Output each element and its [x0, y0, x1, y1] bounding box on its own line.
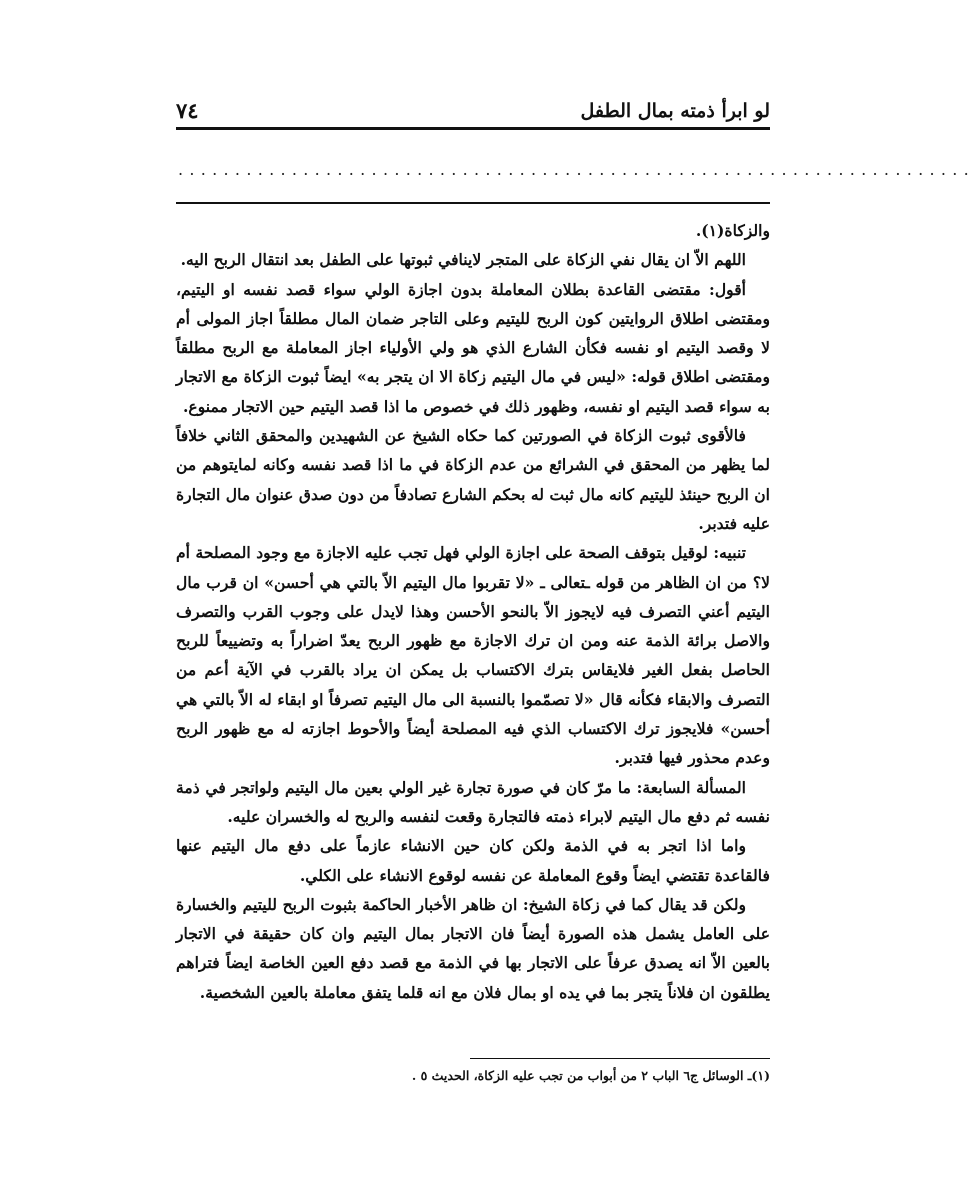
running-title: لو ابرأ ذمته بمال الطفل — [580, 100, 770, 122]
page-number: ٧٤ — [176, 98, 199, 123]
paragraph: واما اذا اتجر به في الذمة ولكن كان حين الانشاء عازماً على دفع مال اليتيم عنها فالقاعدة تقتضي ايضاً وقوع المعاملة عن نفسه لوقوع الانشاء على الكلي. — [176, 836, 770, 885]
dotted-separator: ...................................................................... — [178, 160, 975, 179]
paragraph: والزكاة(١). — [695, 221, 770, 240]
paragraph: أقول: مقتضى القاعدة بطلان المعاملة بدون اجازة الولي سواء قصد نفسه او اليتيم، ومقتضى اطلاق الروايتين كون الربح لليتيم وعلى التاجر ضمان المال مطلقاً اجاز المولى أم لا وقصد اليتيم او نفسه فكأن الشارع الذي هو ولي الأولياء اجاز المعاملة مع الربح مطلقاً ومقتضى اطلاق قوله: «ليس في مال اليتيم زكاة الا ان يتجر به» ايضاً ثبوت الزكاة مع الاتجار به سواء قصد اليتيم او نفسه، وظهور ذلك في خصوص ما اذا قصد اليتيم حين الاتجار ممنوع. — [176, 279, 770, 416]
page-header — [176, 96, 770, 130]
body-text — [176, 216, 770, 1007]
separator-rule — [176, 202, 770, 204]
footnote-rule — [470, 1058, 770, 1059]
paragraph: اللهم الاّ ان يقال نفي الزكاة على المتجر لاينافي ثبوتها على الطفل بعد انتقال الربح اليه. — [180, 250, 746, 270]
footnote: (١)ـ الوسائل ج٦ الباب ٢ من أبواب من تجب عليه الزكاة، الحديث ٥ . — [411, 1068, 770, 1083]
header-rule — [176, 127, 770, 130]
paragraph: ولكن قد يقال كما في زكاة الشيخ: ان ظاهر الأخبار الحاكمة بثبوت الربح لليتيم والخسارة على العامل يشمل هذه الصورة أيضاً فان الاتجار بمال اليتيم وان كان حقيقة في الاتجار بالعين الاّ انه يصدق عرفاً على الاتجار بها في الذمة مع قصد دفع العين الخاصة ايضاً فتراهم يطلقون ان فلاناً يتجر بما في يده او بمال فلان مع انه قلما يتفق معاملة بالعين الشخصية. — [176, 894, 770, 1002]
paragraph: المسألة السابعة: ما مرّ كان في صورة تجارة غير الولي بعين مال اليتيم ولواتجر في ذمة نفسه ثم دفع مال اليتيم لابراء ذمته فالتجارة وقعت لنفسه والربح له والخسران عليه. — [176, 777, 770, 826]
paragraph: تنبيه: لوقيل بتوقف الصحة على اجازة الولي فهل تجب عليه الاجازة مع وجود المصلحة أم لا؟ من ان الظاهر من قوله ـتعالى ـ «لا تقربوا مال اليتيم الاّ بالتي هي أحسن» ان قرب مال اليتيم أعني التصرف فيه لايجوز الاّ بالنحو الأحسن وهذا لايدل على وجوب القرب والتصرف والاصل برائة الذمة عنه ومن ان ترك الاجازة مع ظهور الربح يعدّ اضراراً به وتضييعاً للربح الحاصل بفعل الغير فلايقاس بترك الاكتساب بل يمكن ان يراد بالقرب في الآية أعم من التصرف والابقاء فكأنه قال «لا تصمّموا بالنسبة الى مال اليتيم تصرفاً او ابقاء له الاّ بالتي هي أحسن» فلايجوز ترك الاكتساب الذي فيه المصلحة أيضاً والأحوط اجازته له مع ظهور الربح وعدم محذور فيها فتدبر. — [176, 543, 770, 768]
paragraph: فالأقوى ثبوت الزكاة في الصورتين كما حكاه الشيخ عن الشهيدين والمحقق الثاني خلافاً لما يظهر من المحقق في الشرائع من عدم الزكاة في ما اذا قصد نفسه وكانه لمايتوهم من ان الربح حينئذ لليتيم كانه مال ثبت له بحكم الشارع تصادفاً من دون صدق عنوان مال التجارة عليه فتدبر. — [176, 426, 770, 533]
